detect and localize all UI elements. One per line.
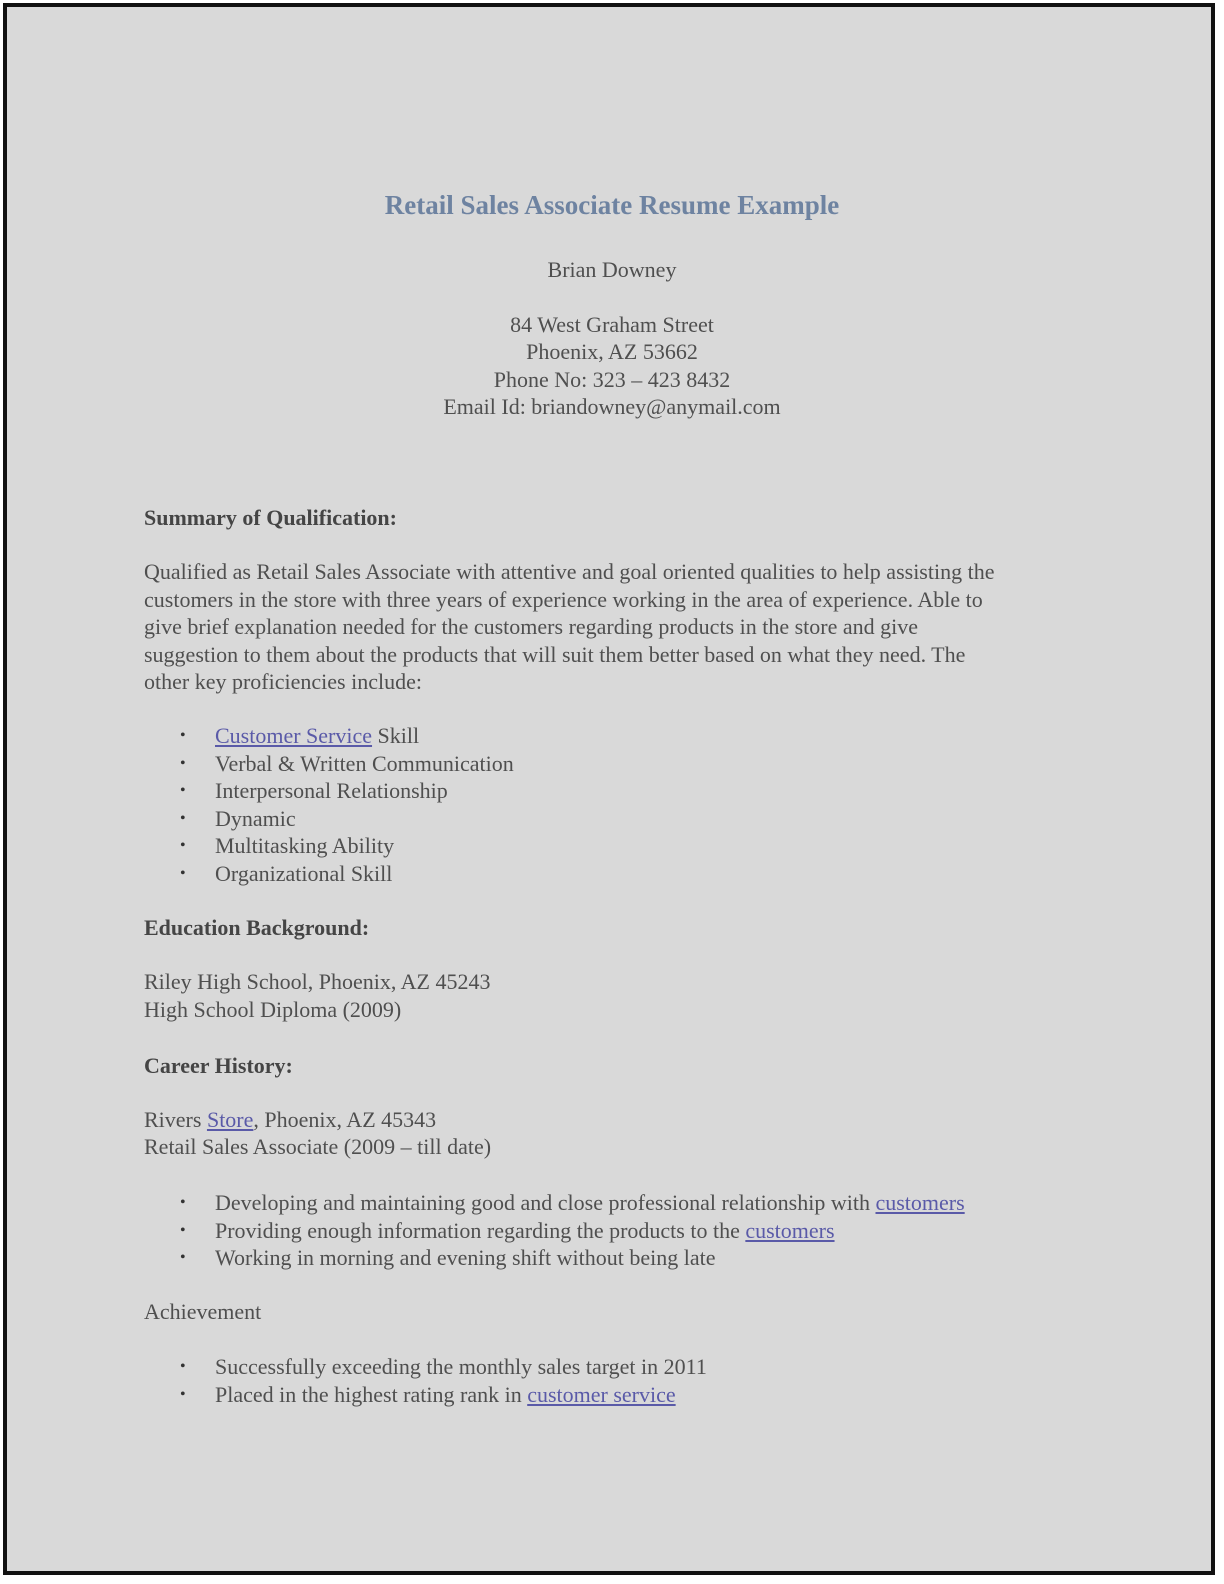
skill-text: Dynamic — [215, 805, 296, 831]
bullet-icon: • — [180, 1358, 186, 1375]
career-role: Retail Sales Associate (2009 – till date) — [144, 1134, 492, 1159]
bullet-icon: • — [180, 1221, 186, 1239]
education-diploma: High School Diploma (2009) — [144, 997, 402, 1022]
customers-link[interactable]: customers — [745, 1217, 835, 1243]
employer-name: Rivers — [144, 1107, 207, 1132]
bullet-icon: • — [180, 727, 186, 744]
bullet-icon: • — [180, 1249, 186, 1266]
bullet-icon: • — [180, 837, 186, 854]
bullet-icon: • — [180, 864, 186, 882]
duty-text: Providing enough information regarding the products to the — [215, 1217, 746, 1243]
bullet-icon: • — [180, 1194, 186, 1211]
bullet-icon: • — [180, 754, 186, 772]
customers-link[interactable]: customers — [875, 1190, 965, 1215]
customer-service-link[interactable]: customer service — [527, 1381, 676, 1407]
summary-line: give brief explanation needed for the customers regarding products in the store and give — [144, 614, 919, 639]
customer-service-link[interactable]: Customer Service — [215, 723, 373, 748]
bullet-icon: • — [180, 782, 186, 799]
education-school: Riley High School, Phoenix, AZ 45243 — [144, 969, 491, 994]
document-title: Retail Sales Associate Resume Example — [384, 190, 840, 220]
candidate-name: Brian Downey — [547, 257, 677, 282]
summary-line: Qualified as Retail Sales Associate with attentive and goal oriented qualities to help assisting the — [144, 559, 995, 584]
summary-line: suggestion to them about the products that will suit them better based on what they need. The — [144, 641, 966, 667]
skill-text: Organizational Skill — [215, 860, 393, 886]
duty-text: Working in morning and evening shift without being late — [215, 1245, 716, 1270]
skill-text: Multitasking Ability — [215, 833, 395, 858]
achievement-text: Placed in the highest rating rank in — [215, 1381, 528, 1407]
education-heading: Education Background: — [144, 915, 370, 940]
email-address: Email Id: briandowney@anymail.com — [443, 394, 781, 419]
bullet-icon: • — [180, 809, 186, 827]
summary-line: customers in the store with three years of experience working in the area of experience. Able to — [144, 586, 983, 612]
achievement-text: Successfully exceeding the monthly sales target in 2011 — [215, 1354, 707, 1379]
summary-heading: Summary of Qualification: — [144, 505, 397, 530]
skill-text: Skill — [372, 723, 420, 748]
summary-line: other key proficiencies include: — [144, 669, 422, 694]
achievement-heading: Achievement — [144, 1299, 262, 1324]
address-street: 84 West Graham Street — [510, 312, 714, 337]
store-link[interactable]: Store — [206, 1107, 254, 1132]
skill-text: Verbal & Written Communication — [215, 750, 514, 776]
phone-number: Phone No: 323 – 423 8432 — [493, 367, 731, 392]
duty-text: Developing and maintaining good and close professional relationship with — [215, 1190, 876, 1215]
address-city: Phoenix, AZ 53662 — [526, 339, 698, 364]
skill-text: Interpersonal Relationship — [215, 778, 448, 803]
bullet-icon: • — [180, 1385, 186, 1403]
summary-paragraph — [144, 558, 1084, 696]
career-employer — [144, 1107, 436, 1133]
career-heading: Career History: — [144, 1053, 293, 1078]
employer-location: , Phoenix, AZ 45343 — [253, 1107, 437, 1132]
